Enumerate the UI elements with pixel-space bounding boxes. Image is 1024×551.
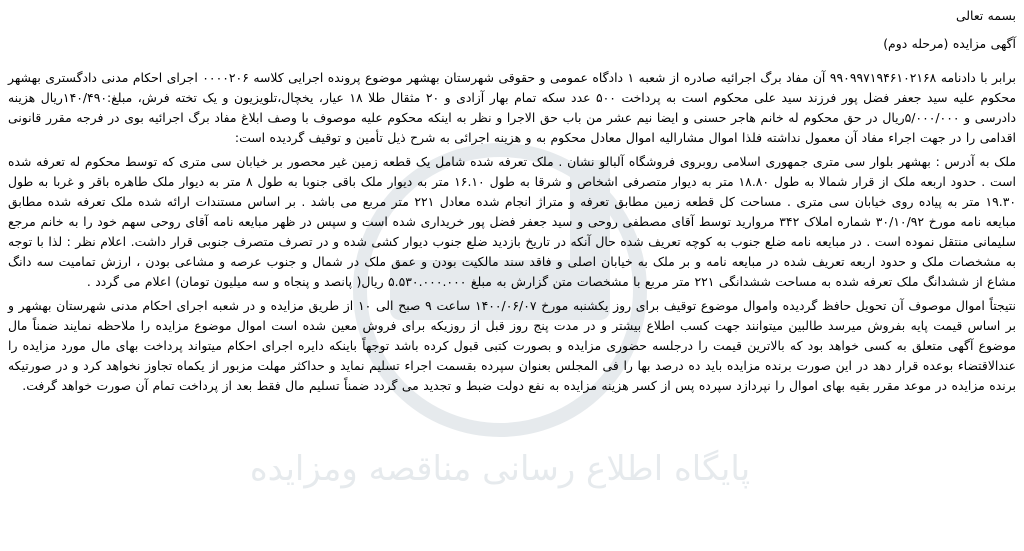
- paragraph-property: ملک به آدرس : بهشهر بلوار سی متری جمهوری اسلامی روبروی فروشگاه آلبالو نشان . ملک تعرفه شده شامل یک قطعه زمین غیر محصور بر خیابان سی متری که توسط محکوم له تعرفه شده است . حدود اربعه ملک از قرار شمالا به طول ۱۸.۸۰ متر به دیوار متصرفی اشخاص و شرقا به طول ۱۶.۱۰ متر به دیوار ملک باقی جنوبا به طول ۸ متر به دیوار ملک طاهره باقر و غربا به طول ۱۹.۳۰ متر به پیاده روی خیابان سی متری . مساحت کل قطعه زمین مطابق تعرفه و متراژ انجام شده معادل ۲۲۱ متر مربع می باشد . بر اساس مستندات ارائه شده ملک تعرفه شده مطابق مبایعه نامه مورخ ۳۰/۱۰/۹۲ شماره املاک ۳۴۲ مروارید توسط آقای مصطفی روحی و سید جعفر فضل پور خریداری شده است و سپس در ظهر مبایعه نامه آقای روحی سهم خود را به خانم مرجع سلیمانی منتقل نموده است . در مبایعه نامه ضلع جنوب به کوچه تعریف شده حال آنکه در تاریخ بازدید ضلع جنوب دیوار کشی شده و در تصرف متصرف جنوبی قرار داشت. اعلام نظر : لذا با توجه به مشخصات ملک و حدود اربعه تعریف شده در مبایعه نامه و بر ملک به خیابان اصلی و فاقد سند مالکیت بودن و عمق ملک در شمال و جنوب عرصه و مشاعی بودن ، ارزش تمامیت سه دانگ مشاع از ششدانگ ملک تعرفه شده به مساحت ششدانگی ۲۲۱ متر مربع با مشخصات متن گزارش به مبلغ ۵.۵۳۰.۰۰۰.۰۰۰ ریال( پانصد و پنجاه و سه میلیون تومان) اعلام می گردد .: [8, 154, 1017, 289]
- paragraph-ruling: برابر با دادنامه ۹۹۰۹۹۷۱۹۴۶۱۰۲۱۶۸ آن مفاد برگ اجرائیه صادره از شعبه ۱ دادگاه عمومی و حقوقی شهرستان بهشهر موضوع پرونده اجرایی کلاسه ۰۰۰۰۲۰۶ اجرای احکام مدنی دادگستری بهشهر محکوم علیه سید جعفر فضل پور فرزند سید علی محکوم است به پرداخت ۵۰۰ عدد سکه تمام بهار آزادی و ۲۰ مثقال طلا ۱۸ عیار، یخچال،تلویزیون و یک تخته فرش، مبلغ:۱۴۰/۴۹۰ریال هزینه دادرسی و ۵/۰۰۰/۰۰۰ریال در حق محکوم له خانم هاجر حسنی و ایضا نیم عشر من باب حق الاجرا و نظر به اینکه محکوم علیه موصوف با وصف ابلاغ مفاد برگ اجرائیه بوی در فرجه مقرر قانونی اقدامی را در جهت اجراء مفاد آن معمول نداشته فلذا اموال مشارالیه اموال معادل محکوم به و هزینه اجرائی به شرح ذیل تأمین و توقیف گردیده است:: [8, 70, 1017, 145]
- notice-heading: آگهی مزایده (مرحله دوم): [883, 36, 1016, 51]
- basmala-line: بسمه تعالی: [955, 8, 1016, 23]
- paragraph-auction-terms: نتیجتاً اموال موصوف آن تحویل حافظ گردیده واموال موضوع توقیف برای روز یکشنبه مورخ ۱۴۰۰/۰۶/۰۷ ساعت ۹ صبح الی ۱۰ از طریق مزایده و در شعبه اجرای احکام مدنی شهرستان بهشهر و بر اساس قیمت پایه بفروش میرسد طالبین میتوانند جهت کسب اطلاع بیشتر و در مدت پنج روز قبل از روزیکه برای فروش معین شده است اموال موضوع مزایده را ملاحظه نمایند ضمناً مال موضوع آگهی متعلق به کسی خواهد بود که بالاترین قیمت را درجلسه حضوری مزایده و بصورت کتبی قبول کرده باشد توجهاً باینکه دایره اجرای احکام میتواند پرداخت بهای مال مورد مزایده را عندالاقتضاء بوعده قرار دهد در این صورت برنده مزایده باید ده درصد بها را فی المجلس بعنوان سپرده بقسمت اجراء تسلیم نماید و حداکثر مهلت مزبور از یکماه تجاوز نخواهد کرد و در صورتیکه برنده مزایده در موعد مقرر بقیه بهای اموال را نپردازد سپرده پس از کسر هزینه مزایده به نفع دولت ضبط و تجدید می گردد ضمناً تسلیم مال فقط بعد از پرداخت تمام آن صورت خواهد گرفت.: [8, 298, 1016, 393]
- watermark-text: پایگاه اطلاع رسانی مناقصه ومزایده: [249, 449, 751, 489]
- notice-document: [8, 6, 1016, 400]
